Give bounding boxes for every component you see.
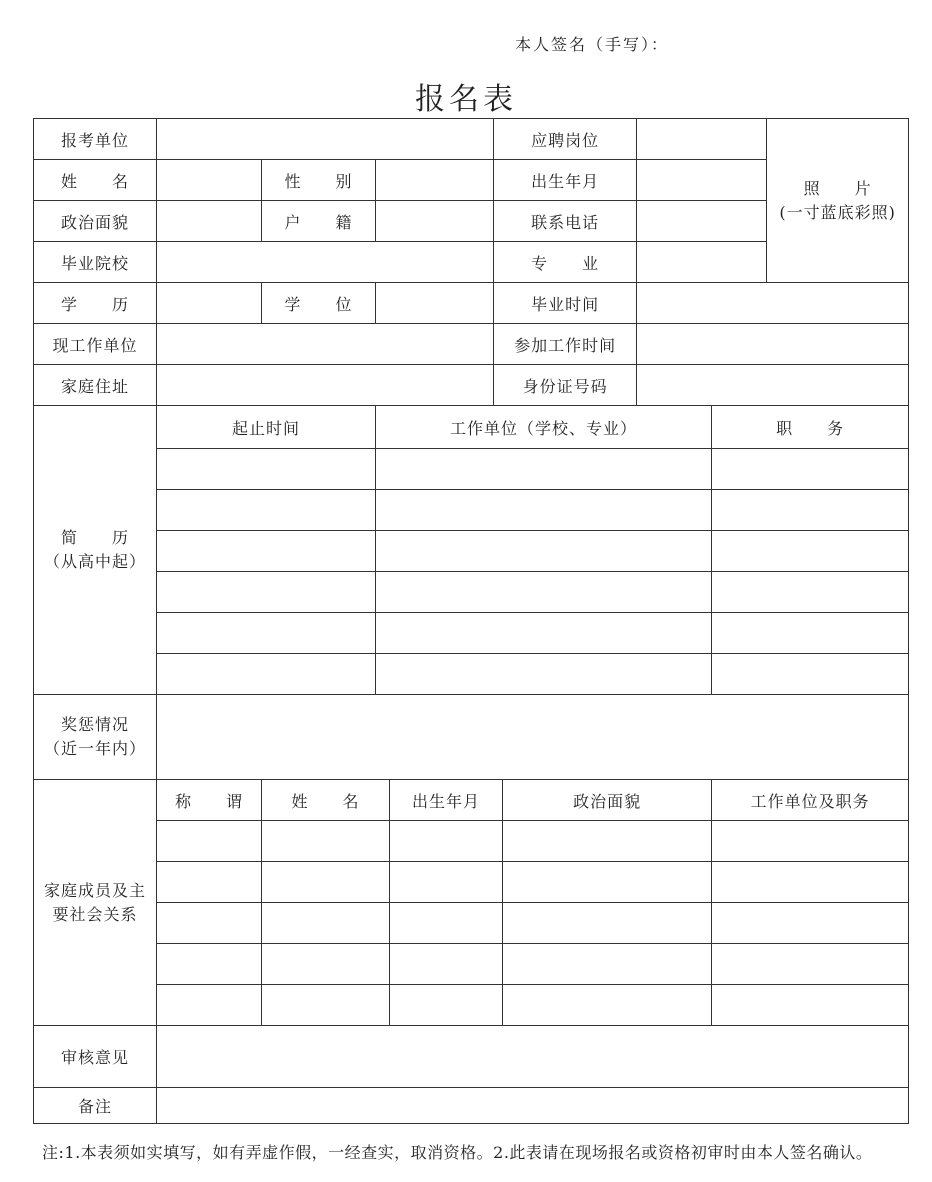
family-cell-birth[interactable] (390, 985, 503, 1026)
family-row (34, 821, 909, 862)
resume-cell-position[interactable] (712, 613, 909, 654)
field-degree[interactable] (376, 283, 494, 324)
label-apply-post: 应聘岗位 (494, 119, 637, 160)
label-resume: 简 历 （从高中起） (34, 406, 157, 695)
label-birth: 出生年月 (494, 160, 637, 201)
label-hukou: 户 籍 (262, 201, 376, 242)
label-work-unit: 现工作单位 (34, 324, 157, 365)
family-row (34, 985, 909, 1026)
resume-cell-position[interactable] (712, 490, 909, 531)
family-cell-birth[interactable] (390, 862, 503, 903)
resume-row (34, 449, 909, 490)
field-apply-unit[interactable] (157, 119, 494, 160)
family-cell-relation[interactable] (157, 862, 262, 903)
resume-row (34, 572, 909, 613)
family-cell-politics[interactable] (503, 944, 712, 985)
family-cell-birth[interactable] (390, 944, 503, 985)
resume-cell-position[interactable] (712, 572, 909, 613)
field-major[interactable] (637, 242, 767, 283)
field-review[interactable] (157, 1026, 909, 1088)
family-header-relation: 称 谓 (157, 780, 262, 821)
label-review: 审核意见 (34, 1026, 157, 1088)
field-work-start[interactable] (637, 324, 909, 365)
resume-cell-period[interactable] (157, 613, 376, 654)
label-major: 专 业 (494, 242, 637, 283)
label-education: 学 历 (34, 283, 157, 324)
resume-header-position: 职 务 (712, 406, 909, 449)
label-gender: 性 别 (262, 160, 376, 201)
family-cell-relation[interactable] (157, 903, 262, 944)
family-cell-politics[interactable] (503, 985, 712, 1026)
family-cell-work[interactable] (712, 903, 909, 944)
registration-form (33, 118, 909, 1124)
family-header-work: 工作单位及职务 (712, 780, 909, 821)
resume-cell-position[interactable] (712, 654, 909, 695)
resume-cell-period[interactable] (157, 449, 376, 490)
family-cell-politics[interactable] (503, 821, 712, 862)
label-degree: 学 位 (262, 283, 376, 324)
photo-box[interactable] (767, 119, 909, 283)
resume-cell-unit[interactable] (376, 572, 712, 613)
family-header-name: 姓 名 (262, 780, 390, 821)
family-cell-name[interactable] (262, 944, 390, 985)
field-id-number[interactable] (637, 365, 909, 406)
family-cell-work[interactable] (712, 862, 909, 903)
family-cell-name[interactable] (262, 903, 390, 944)
family-cell-relation[interactable] (157, 985, 262, 1026)
resume-cell-position[interactable] (712, 531, 909, 572)
family-cell-politics[interactable] (503, 903, 712, 944)
field-politics[interactable] (157, 201, 262, 242)
label-apply-unit: 报考单位 (34, 119, 157, 160)
label-work-start: 参加工作时间 (494, 324, 637, 365)
label-family: 家庭成员及主 要社会关系 (34, 780, 157, 1026)
photo-label: 照 片 (803, 178, 872, 198)
form-title: 报名表 (415, 82, 517, 117)
label-awards: 奖惩情况 （近一年内） (34, 695, 157, 780)
field-address[interactable] (157, 365, 494, 406)
field-hukou[interactable] (376, 201, 494, 242)
field-education[interactable] (157, 283, 262, 324)
family-cell-work[interactable] (712, 944, 909, 985)
field-apply-post[interactable] (637, 119, 767, 160)
family-row (34, 944, 909, 985)
family-row (34, 862, 909, 903)
family-cell-politics[interactable] (503, 862, 712, 903)
photo-size-note: (一寸蓝底彩照) (779, 202, 896, 222)
resume-cell-unit[interactable] (376, 654, 712, 695)
resume-cell-unit[interactable] (376, 613, 712, 654)
label-politics: 政治面貌 (34, 201, 157, 242)
resume-cell-period[interactable] (157, 490, 376, 531)
resume-header-period: 起止时间 (157, 406, 376, 449)
field-work-unit[interactable] (157, 324, 494, 365)
label-phone: 联系电话 (494, 201, 637, 242)
label-grad-time: 毕业时间 (494, 283, 637, 324)
resume-row (34, 531, 909, 572)
resume-cell-unit[interactable] (376, 490, 712, 531)
resume-header-unit: 工作单位（学校、专业） (376, 406, 712, 449)
resume-cell-period[interactable] (157, 654, 376, 695)
label-school: 毕业院校 (34, 242, 157, 283)
label-name: 姓 名 (34, 160, 157, 201)
field-school[interactable] (157, 242, 494, 283)
label-address: 家庭住址 (34, 365, 157, 406)
resume-cell-unit[interactable] (376, 531, 712, 572)
resume-row (34, 490, 909, 531)
family-cell-birth[interactable] (390, 903, 503, 944)
family-cell-name[interactable] (262, 821, 390, 862)
resume-cell-unit[interactable] (376, 449, 712, 490)
resume-cell-position[interactable] (712, 449, 909, 490)
field-grad-time[interactable] (637, 283, 909, 324)
family-cell-work[interactable] (712, 821, 909, 862)
footer-note: 注:1.本表须如实填写，如有弄虚作假，一经查实，取消资格。2.此表请在现场报名或资格初审时由本人签名确认。 (42, 1143, 873, 1162)
family-cell-name[interactable] (262, 862, 390, 903)
field-birth[interactable] (637, 160, 767, 201)
resume-cell-period[interactable] (157, 572, 376, 613)
resume-row (34, 613, 909, 654)
family-cell-birth[interactable] (390, 821, 503, 862)
family-row (34, 903, 909, 944)
field-remark[interactable] (157, 1088, 909, 1124)
field-gender[interactable] (376, 160, 494, 201)
resume-row (34, 654, 909, 695)
family-cell-work[interactable] (712, 985, 909, 1026)
family-cell-relation[interactable] (157, 821, 262, 862)
resume-cell-period[interactable] (157, 531, 376, 572)
field-phone[interactable] (637, 201, 767, 242)
field-awards[interactable] (157, 695, 909, 780)
family-cell-name[interactable] (262, 985, 390, 1026)
signature-label: 本人签名（手写）： (515, 35, 670, 54)
label-remark: 备注 (34, 1088, 157, 1124)
family-cell-relation[interactable] (157, 944, 262, 985)
field-name[interactable] (157, 160, 262, 201)
label-id-number: 身份证号码 (494, 365, 637, 406)
family-header-politics: 政治面貌 (503, 780, 712, 821)
family-header-birth: 出生年月 (390, 780, 503, 821)
